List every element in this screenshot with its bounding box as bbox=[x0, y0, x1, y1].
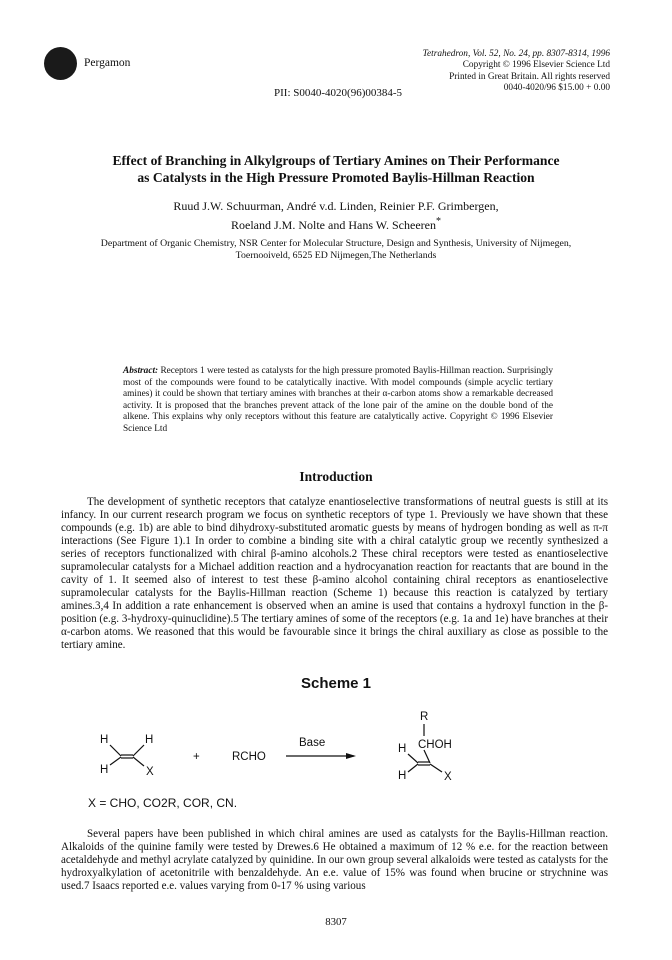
product-bond-1 bbox=[408, 754, 418, 763]
title-line-1: Effect of Branching in Alkylgroups of Tertiary Amines on Their Performance bbox=[112, 153, 560, 168]
pergamon-logo bbox=[44, 47, 77, 80]
paragraph-2-text: Several papers have been published in which chiral amines are used as catalysts for the Baylis-Hillman reaction. Alkaloids of the quinine family were tested by Drewes.6 He obtained a maximum of 12 % e.e. for the reaction between acetaldehyde and methyl acrylate catalyzed by quinidine. In our own group several alkaloids were tested as catalysts for the hydroxyalkylation of acetonitrile with benzaldehyde. An e.e. value of 15% was found when brucine or strychnine was used.7 Isaacs reported e.e. values varying from 0-17 % using various bbox=[61, 828, 608, 892]
product-x: X bbox=[444, 771, 452, 783]
introduction-paragraph-2 bbox=[61, 828, 608, 893]
product-r: R bbox=[420, 711, 429, 723]
abstract-label: Abstract: bbox=[123, 366, 159, 376]
page-number: 8307 bbox=[325, 916, 347, 928]
title-line-2: as Catalysts in the High Pressure Promoted Baylis-Hillman Reaction bbox=[137, 169, 535, 185]
abstract-text: Receptors 1 were tested as catalysts for the high pressure promoted Baylis-Hillman reaction. Surprisingly most of the compounds were found to be catalytically inactive. With model compounds (simple acyclic tertiary amines) it could be shown that tertiary amines with branches at their α-carbon atoms show a remarkable decreased activity. It is proposed that the branches prevent attack of the lone pair of the amine on the double bond of the alkene. This explains why only receptors without this feature are catalytically active. Copyright © 1996 Elsevier Science Ltd bbox=[123, 366, 554, 434]
journal-citation: Tetrahedron, Vol. 52, No. 24, pp. 8307-8314, 1996 bbox=[422, 49, 610, 59]
product-choh: CHOH bbox=[418, 739, 452, 751]
scheme-title: Scheme 1 bbox=[300, 675, 372, 692]
paper-title bbox=[0, 153, 672, 186]
reactant-h-top-right: H bbox=[145, 734, 154, 746]
reactant-h-bottom-left: H bbox=[100, 764, 109, 776]
corresponding-author-mark: * bbox=[435, 216, 441, 227]
introduction-heading: Introduction bbox=[299, 469, 373, 484]
reagent-rcho: RCHO bbox=[232, 751, 266, 763]
product-bond-2 bbox=[408, 764, 418, 772]
scheme-diagram bbox=[0, 700, 672, 795]
publisher-name: Pergamon bbox=[84, 57, 131, 69]
x-definition: X = CHO, CO2R, COR, CN. bbox=[88, 796, 238, 810]
rights-line: Printed in Great Britain. All rights reserved bbox=[449, 71, 610, 82]
paragraph-1-text: The development of synthetic receptors that catalyze enantioselective transformations of neutral guests is still at its infancy. In our current research program we focus on synthetic receptors of type 1. Previously we have shown that these compounds (e.g. 1b) are able to bind dihydroxy-substituted aromatic guests by means of hydrogen bonding as well as π-π interactions (See Figure 1).1 In order to combine a binding site with a chiral catalytic group we recently synthesized a series of receptors functionalized with chiral β-amino alcohols.2 These chiral receptors were tested as enantioselective supramolecular catalysts for a Michael addition reaction and a hydrocyanation reaction for reactants that are bound in the cavity of 1. It seemed also of interest to test these β-amino alcohol containing chiral receptors as enantioselective supramolecular catalysts for the Baylis-Hillman reaction (Scheme 1) because this reaction is catalyzed by tertiary amines.3,4 In addition a rate enhancement is observed when an amine is used that contains a hydroxyl function in the β-position (e.g. 3-hydroxy-quinuclidine).5 The tertiary amines of some of the receptors (e.g. 1a and 1e) have branches at their α-carbon atoms. We reasoned that this would be favourable since it brings the chiral auxiliary as close as possible to the tertiary amine. bbox=[61, 496, 608, 651]
plus-sign: + bbox=[193, 751, 200, 763]
introduction-paragraph-1 bbox=[61, 496, 608, 652]
affiliation-line-1: Department of Organic Chemistry, NSR Center for Molecular Structure, Design and Synthesis, University of Nijmegen, bbox=[100, 238, 572, 249]
bond-3 bbox=[133, 745, 144, 756]
copyright-line: Copyright © 1996 Elsevier Science Ltd bbox=[462, 60, 610, 71]
reactant-x: X bbox=[146, 766, 154, 778]
authors bbox=[0, 199, 672, 233]
product-h-bottom: H bbox=[398, 770, 407, 782]
pii: PII: S0040-4020(96)00384-5 bbox=[274, 87, 403, 99]
authors-line-2: Roeland J.M. Nolte and Hans W. Scheeren bbox=[231, 218, 436, 232]
journal-header bbox=[423, 49, 610, 94]
abstract bbox=[123, 366, 553, 435]
price-line: 0040-4020/96 $15.00 + 0.00 bbox=[503, 82, 610, 93]
bond-4 bbox=[133, 757, 144, 766]
bond-1 bbox=[110, 745, 121, 756]
affiliation-line-2: Toernooiveld, 6525 ED Nijmegen,The Netherlands bbox=[235, 250, 437, 262]
bond-2 bbox=[110, 757, 121, 765]
reaction-arrowhead bbox=[346, 753, 356, 759]
authors-line-1: Ruud J.W. Schuurman, André v.d. Linden, Reinier P.F. Grimbergen, bbox=[173, 199, 499, 213]
reactant-h-top-left: H bbox=[100, 734, 109, 746]
product-h-top: H bbox=[398, 743, 407, 755]
arrow-label-base: Base bbox=[299, 737, 326, 749]
product-bond-3 bbox=[424, 750, 430, 763]
product-bond-4 bbox=[430, 764, 442, 772]
affiliation bbox=[0, 238, 672, 263]
